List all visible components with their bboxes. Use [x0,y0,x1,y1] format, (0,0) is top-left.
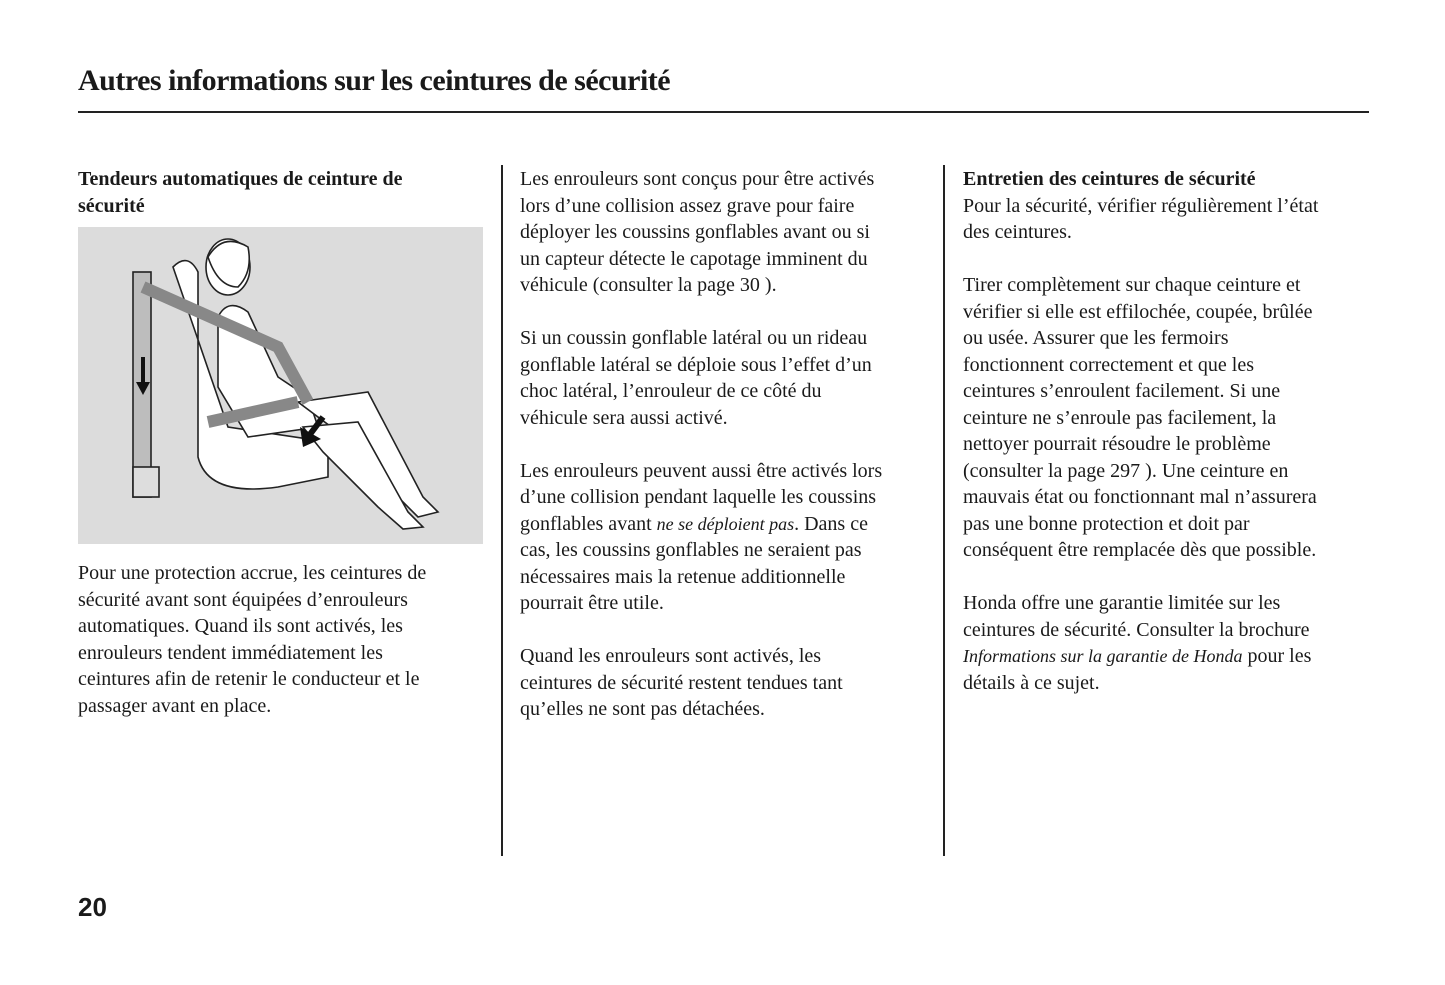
text-line [963,352,1318,379]
text-segment: Pour la sécurité, vérifier régulièrement l’état [963,194,1319,217]
text-segment: détails à ce sujet. [963,671,1100,694]
text-segment: Tirer complètement sur chaque ceinture et [963,274,1301,296]
text-line [963,670,1318,697]
text-segment: gonflable latéral se déploie sous l’effet d’un [520,353,872,376]
text-segment: enrouleurs tendent immédiatement les [78,641,383,664]
text-segment: Si un coussin gonflable latéral ou un rideau [520,327,868,349]
seat-belt-illustration [78,227,483,544]
seated-person-seatbelt-icon [78,227,483,544]
paragraph [520,325,882,431]
text-line [963,431,1318,458]
text-line [520,378,882,405]
text-line [78,613,483,640]
text-segment: ceintures s’enroulent facilement. Si une [963,380,1281,402]
page-title: Autres informations sur les ceintures de sécurité [78,64,671,97]
text-segment: vérifier si elle est effilochée, coupée, brûlée [963,300,1313,323]
paragraph [963,272,1318,564]
section-heading [963,166,1318,193]
text-segment: pour les [1242,645,1312,667]
text-segment: ceintures de sécurité restent tendues tant [520,671,843,694]
text-segment: passager avant en place. [78,694,272,717]
text-segment: mauvais état ou fonctionnant mal n’assurera [963,486,1317,508]
paragraph [963,193,1318,246]
paragraph [78,560,483,719]
text-segment: ceinture ne s’enroule pas facilement, la [963,406,1277,429]
text-segment: nettoyer pourrait résoudre le problème [963,433,1271,455]
text-segment: pas une bonne protection et doit par [963,512,1250,535]
text-line [963,378,1318,405]
text-line [963,458,1318,485]
page-number: 20 [78,892,107,922]
text-segment: (consulter la page 297 ). Une ceinture en [963,459,1289,482]
text-segment: automatiques. Quand ils sont activés, les [78,615,403,637]
text-segment: des ceintures. [963,221,1072,243]
text-line [963,405,1318,432]
text-segment: gonflables avant [520,512,657,535]
text-line [963,643,1318,670]
column-divider [501,165,503,856]
text-line [963,219,1318,246]
text-segment: Les enrouleurs peuvent aussi être activés lors [520,459,883,482]
heading-line: Entretien des ceintures de sécurité [963,168,1256,190]
text-segment: cas, les coussins gonflables ne seraient pas [520,539,862,561]
text-line [520,352,882,379]
text-segment: . Dans ce [794,512,868,535]
text-line [520,670,882,697]
italic-text: Informations sur la garantie de Honda [963,646,1243,666]
text-line [520,511,882,538]
text-segment: un capteur détecte le capotage imminent du [520,247,868,270]
text-segment: ou usée. Assurer que les fermoirs [963,327,1229,349]
text-line [963,484,1318,511]
text-segment: ceintures afin de retenir le conducteur et le [78,668,420,690]
column-middle [520,166,882,749]
paragraph [520,458,882,617]
text-line [963,325,1318,352]
title-rule [78,111,1369,113]
text-line [520,193,882,220]
text-line [963,299,1318,326]
column-right [963,166,1318,723]
text-segment: choc latéral, l’enrouleur de ce côté du [520,380,822,402]
text-line [520,325,882,352]
section-heading [78,166,483,219]
text-line [520,643,882,670]
text-segment: nécessaires mais la retenue additionnelle [520,565,846,588]
text-segment: Honda offre une garantie limitée sur les [963,592,1281,614]
text-line [78,640,483,667]
text-line [963,193,1318,220]
text-line [520,484,882,511]
text-line [963,511,1318,538]
text-line [78,666,483,693]
text-line [520,590,882,617]
text-segment: qu’elles ne sont pas détachées. [520,698,765,720]
text-segment: Quand les enrouleurs sont activés, les [520,645,822,667]
text-segment: véhicule sera aussi activé. [520,406,728,429]
heading-line: sécurité [78,194,145,217]
text-segment: fonctionnent correctement et que les [963,353,1254,376]
column-left [78,166,483,746]
text-segment: déployer les coussins gonflables avant ou si [520,221,870,243]
text-segment: Pour une protection accrue, les ceintures de [78,562,427,584]
text-line [963,537,1318,564]
paragraph [963,590,1318,696]
text-segment: conséquent être remplacée dès que possible. [963,539,1317,561]
column-divider [943,165,945,856]
text-line [963,272,1318,299]
text-line [963,617,1318,644]
text-segment: ceintures de sécurité. Consulter la brochure [963,618,1310,641]
text-segment: lors d’une collision assez grave pour faire [520,194,855,217]
text-line [78,587,483,614]
text-segment: d’une collision pendant laquelle les coussins [520,486,877,508]
text-line [520,458,882,485]
text-line [520,219,882,246]
text-line [520,537,882,564]
text-segment: Les enrouleurs sont conçus pour être activés [520,168,875,190]
text-segment: pourrait être utile. [520,592,664,614]
text-segment: véhicule (consulter la page 30 ). [520,274,777,296]
text-line [520,246,882,273]
text-line [520,696,882,723]
text-line [78,560,483,587]
paragraph [520,643,882,723]
text-line [520,564,882,591]
text-segment: sécurité avant sont équipées d’enrouleurs [78,588,408,611]
text-line [78,693,483,720]
paragraph [520,166,882,299]
text-line [520,272,882,299]
italic-text: ne se déploient pas [656,513,795,534]
heading-line: Tendeurs automatiques de ceinture de [78,168,403,190]
text-line [520,166,882,193]
text-line [520,405,882,432]
text-line [963,590,1318,617]
